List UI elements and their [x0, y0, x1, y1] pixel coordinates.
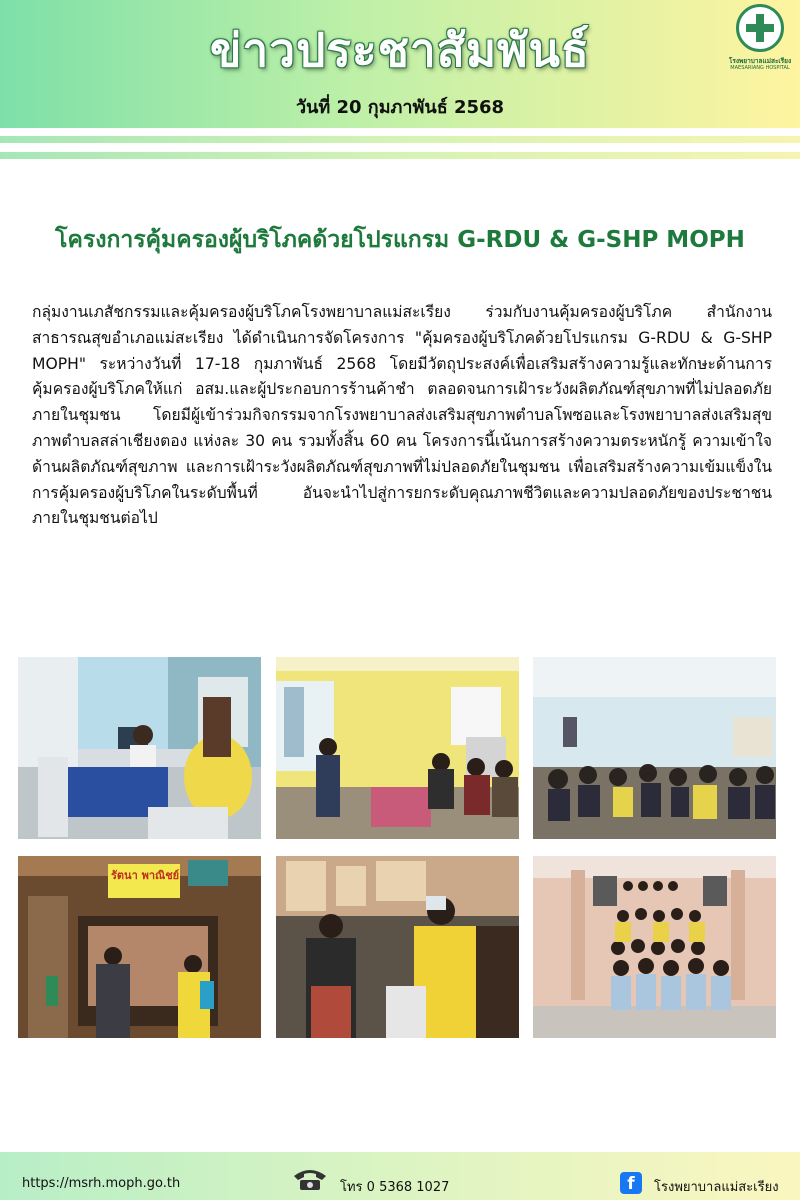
photo-registration-desk	[18, 657, 261, 839]
page-title: ข่าวประชาสัมพันธ์	[209, 23, 590, 77]
decorative-stripes	[0, 128, 800, 170]
photo-presentation	[276, 657, 519, 839]
footer	[0, 1152, 800, 1200]
photo-shop-inspection	[276, 856, 519, 1038]
logo-name: โรงพยาบาลแม่สะเรียง	[728, 57, 792, 65]
moph-seal-icon	[730, 4, 790, 70]
footer-website-link[interactable]: https://msrh.moph.go.th	[22, 1176, 181, 1191]
logo-subtitle: MAESARIANG HOSPITAL	[730, 65, 790, 71]
article-body: กลุ่มงานเภสัชกรรมและคุ้มครองผู้บริโภคโรงพยาบาลแม่สะเรียง ร่วมกับงานคุ้มครองผู้บริโภค สำนักงานสาธารณสุขอำเภอแม่สะเรียง ได้ดำเนินการจัดโครงการ "คุ้มครองผู้บริโภคด้วยโปรแกรม G-RDU & G-SHP MOPH" ระหว่างวันที่ 17-18 กุมภาพันธ์ 2568 โดยมีวัตถุประสงค์เพื่อเสริมสร้างความรู้และทักษะด้านการคุ้มครองผู้บริโภคให้แก่ อสม.และผู้ประกอบการร้านค้าชำ ตลอดจนการเฝ้าระวังผลิตภัณฑ์สุขภาพที่ไม่ปลอดภัยภายในชุมชน โดยมีผู้เข้าร่วมกิจกรรมจากโรงพยาบาลส่งเสริมสุขภาพตำบลโพซอและโรงพยาบาลส่งเสริมสุขภาพตำบลสล่าเชียงตอง แห่งละ 30 คน รวมทั้งสิ้น 60 คน โครงการนี้เน้นการสร้างความตระหนักรู้ ความเข้าใจด้านผลิตภัณฑ์สุขภาพ และการเฝ้าระวังผลิตภัณฑ์สุขภาพที่ไม่ปลอดภัยในชุมชน เพื่อเสริมสร้างความเข้มแข็งในการคุ้มครองผู้บริโภคในระดับพื้นที่ อันจะนำไปสู่การยกระดับคุณภาพชีวิตและความปลอดภัยของประชาชนภายในชุมชนต่อไป	[32, 303, 772, 528]
footer-facebook-link[interactable]: โรงพยาบาลแม่สะเรียง	[654, 1180, 779, 1195]
publish-date: วันที่ 20 กุมภาพันธ์ 2568	[295, 97, 505, 118]
facebook-icon[interactable]: f	[620, 1172, 642, 1194]
photo-shop-visit	[18, 856, 261, 1038]
footer-phone: โทร 0 5368 1027	[340, 1180, 450, 1195]
photo-audience	[533, 657, 776, 839]
photo-group	[533, 856, 776, 1038]
telephone-icon	[290, 1166, 330, 1192]
photo-shop-sign: รัตนา พาณิชย์	[111, 869, 180, 882]
article-headline: โครงการคุ้มครองผู้บริโภคด้วยโปรแกรม G-RDU & G-SHP MOPH	[55, 227, 745, 253]
header-banner	[0, 0, 800, 128]
